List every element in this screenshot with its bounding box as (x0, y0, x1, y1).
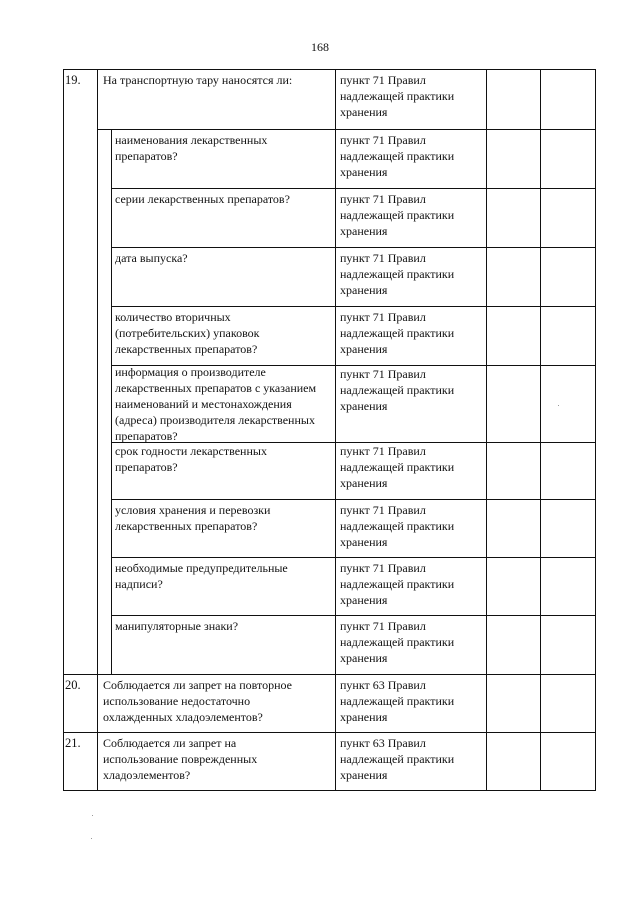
row-line (63, 674, 596, 675)
row-line (111, 557, 596, 558)
basis-text: пункт 71 Правил надлежащей практики хранения (340, 133, 455, 179)
table-border-left (63, 69, 64, 790)
question-text: Соблюдается ли запрет на повторное использование недостаточно охлажденных хладоэлементов? (103, 678, 292, 724)
table-border-bottom (63, 790, 596, 791)
question-text: необходимые предупредительные надписи? (115, 561, 288, 591)
basis-text: пункт 71 Правил надлежащей практики хранения (340, 444, 455, 490)
scan-speck (558, 405, 559, 406)
row-number: 21. (65, 736, 81, 750)
row-line (111, 306, 596, 307)
row-number: 19. (65, 73, 81, 87)
row-line (111, 188, 596, 189)
question-text: срок годности лекарственных препаратов? (115, 444, 267, 474)
col-divider-answer-2 (540, 69, 541, 790)
basis-text: пункт 71 Правил надлежащей практики хранения (340, 192, 455, 238)
scan-speck (91, 838, 92, 839)
question-text: количество вторичных (потребительских) упаковок лекарственных препаратов? (115, 310, 260, 356)
col-divider-answer-1 (486, 69, 487, 790)
table-border-top (63, 69, 596, 70)
row-line (97, 129, 596, 130)
col-divider-basis (335, 69, 336, 790)
scan-speck (92, 815, 93, 816)
row-number: 20. (65, 678, 81, 692)
question-text: манипуляторные знаки? (115, 619, 239, 633)
question-text: Соблюдается ли запрет на использование поврежденных хладоэлементов? (103, 736, 258, 782)
question-text: дата выпуска? (115, 251, 188, 265)
basis-text: пункт 71 Правил надлежащей практики хранения (340, 251, 455, 297)
row-line (111, 499, 596, 500)
basis-text: пункт 71 Правил надлежащей практики хранения (340, 367, 455, 413)
question-text: наименования лекарственных препаратов? (115, 133, 268, 163)
basis-text: пункт 71 Правил надлежащей практики хранения (340, 310, 455, 356)
table-border-right (595, 69, 596, 790)
basis-text: пункт 63 Правил надлежащей практики хранения (340, 736, 455, 782)
question-text: серии лекарственных препаратов? (115, 192, 290, 206)
row-line (111, 247, 596, 248)
row-line (63, 732, 596, 733)
basis-text: пункт 63 Правил надлежащей практики хранения (340, 678, 455, 724)
col-divider-subitem (111, 129, 112, 674)
basis-text: пункт 71 Правил надлежащей практики хранения (340, 619, 455, 665)
basis-text: пункт 71 Правил надлежащей практики хранения (340, 561, 455, 607)
basis-text: пункт 71 Правил надлежащей практики хранения (340, 503, 455, 549)
row-line (111, 615, 596, 616)
basis-text: пункт 71 Правил надлежащей практики хранения (340, 73, 455, 119)
question-text: На транспортную тару наносятся ли: (103, 73, 293, 87)
col-divider-number (97, 69, 98, 790)
page-number: 168 (311, 40, 329, 54)
question-text: условия хранения и перевозки лекарственных препаратов? (115, 503, 271, 533)
question-text: информация о производителе лекарственных препаратов с указанием наименований и местонахождения (адреса) производителя лекарственных препаратов? (115, 365, 317, 443)
